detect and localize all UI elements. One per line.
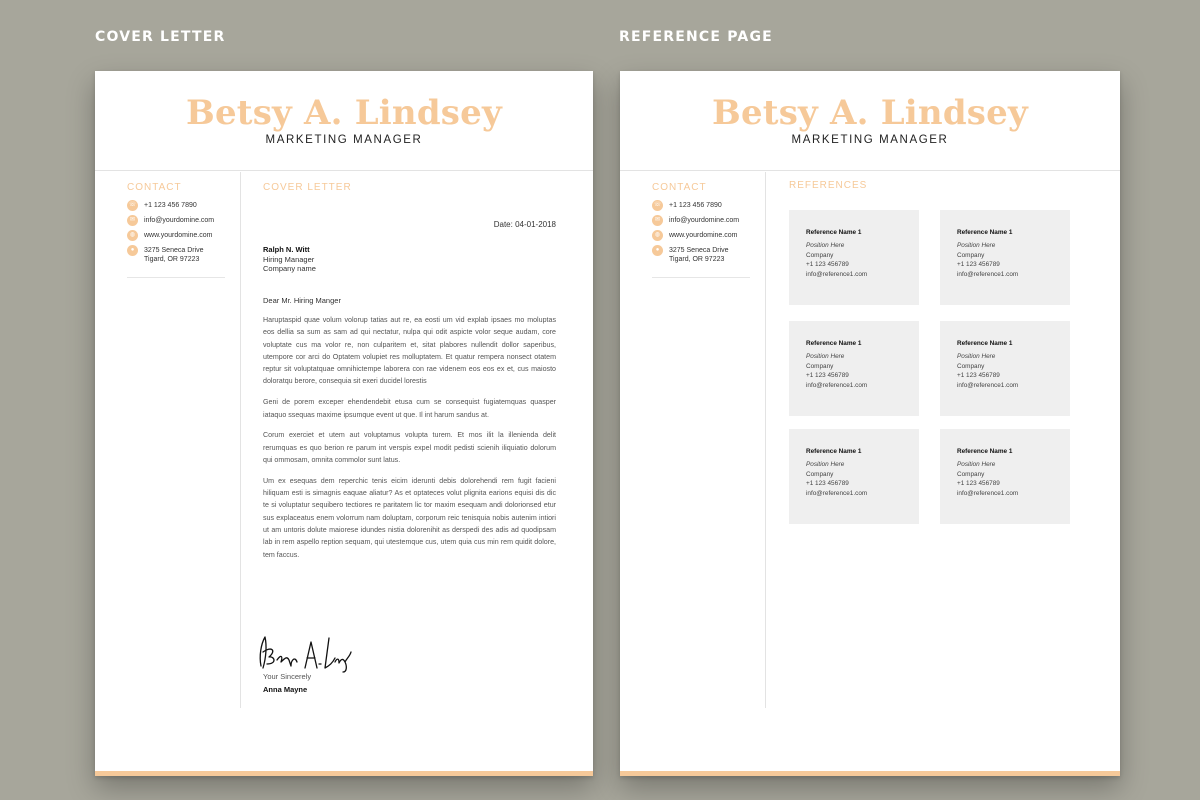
globe-icon: ◍ xyxy=(127,230,138,241)
salutation: Dear Mr. Hiring Manger xyxy=(263,296,341,305)
address-line-1: 3275 Seneca Drive xyxy=(669,247,729,254)
reference-phone: +1 123 456789 xyxy=(957,261,1000,269)
candidate-name: Betsy A. Lindsey xyxy=(712,93,1028,133)
reference-email: info@reference1.com xyxy=(957,270,1019,278)
contact-website xyxy=(652,231,750,241)
reference-position: Position Here xyxy=(806,353,845,361)
reference-email: info@reference1.com xyxy=(806,270,868,278)
contact-heading: CONTACT xyxy=(652,182,707,193)
reference-email: info@reference1.com xyxy=(957,381,1019,389)
address-line-1: 3275 Seneca Drive xyxy=(144,247,204,254)
reference-position: Position Here xyxy=(806,242,845,250)
phone-icon: ☏ xyxy=(127,200,138,211)
candidate-role: MARKETING MANAGER xyxy=(265,134,423,146)
reference-email: info@reference1.com xyxy=(957,489,1019,497)
contact-divider xyxy=(652,277,750,278)
reference-card xyxy=(789,210,919,305)
candidate-role: MARKETING MANAGER xyxy=(791,134,949,146)
reference-phone: +1 123 456789 xyxy=(806,480,849,488)
contact-phone-text: +1 123 456 7890 xyxy=(669,202,722,209)
recipient-name: Ralph N. Witt xyxy=(263,245,310,254)
reference-section-label: REFERENCE PAGE xyxy=(619,29,773,45)
contact-heading: CONTACT xyxy=(127,182,182,193)
reference-card xyxy=(940,429,1070,524)
reference-company: Company xyxy=(806,251,834,259)
reference-name: Reference Name 1 xyxy=(957,448,1013,455)
phone-icon: ☏ xyxy=(652,200,663,211)
references-heading: REFERENCES xyxy=(789,180,868,191)
address-line-2: Tigard, OR 97223 xyxy=(144,256,200,263)
reference-name: Reference Name 1 xyxy=(806,340,862,347)
paragraph: Haruptaspid quae volum volorup tatias aut re, ea eosti um vid explab ipsaes mo moluptas eos dellia sa sum as sam ad qui nectatur, nulpa qui odit aspicte volor seque audam, core voluptate cus ma volor re, non culparitem et, sitat plabores nullendit dollor saperibus, utempore cor arci do Optatem volupiet res molluptatem. Et quatur rempera nonsect otatem reptur sit voluptatquae omnihictempe laborera con rae videnem eos eos ex et, cus maiosto doloratqu berore, consequia sit exeri ducidel lorestis xyxy=(263,316,556,386)
cover-letter-page xyxy=(95,71,593,776)
contact-email xyxy=(652,216,750,226)
paragraph: Um ex esequas dem reperchic tenis eicim iderunti debis dolorehendi rem fugit facieni hiliquam esti is simagnis eaquae aliatur? As et optateces volut plignita earions equisi dis dic te si voluptatur sequibero tectiores re paritatem lic tor maxim esequam andi dolorionsed etur sus explaceatus enem volorrum nam doluptam, corporum reic tenisquia nobis autenim intiori ut am untoris dolute maiorese idundes nistia dolorenihit as derspedi des adis ad quodipsam lab in rem aspello reption sequam, qui utestemque cus, utem quia cus min rem quidit dolore, tem faccus. xyxy=(263,476,556,559)
contact-phone-text: +1 123 456 7890 xyxy=(144,202,197,209)
reference-company: Company xyxy=(806,470,834,478)
contact-website xyxy=(127,231,225,241)
reference-phone: +1 123 456789 xyxy=(957,372,1000,380)
sidebar-divider xyxy=(765,172,766,708)
contact-website-text: www.yourdomine.com xyxy=(669,232,738,239)
contact-divider xyxy=(127,277,225,278)
reference-position: Position Here xyxy=(957,353,996,361)
reference-name: Reference Name 1 xyxy=(806,448,862,455)
recipient-role: Hiring Manager xyxy=(263,254,315,264)
reference-name: Reference Name 1 xyxy=(957,229,1013,236)
contact-email xyxy=(127,216,225,226)
cover-letter-heading: COVER LETTER xyxy=(263,182,352,193)
cover-section-label: COVER LETTER xyxy=(95,29,226,45)
globe-icon: ◍ xyxy=(652,230,663,241)
page-header xyxy=(95,71,593,171)
reference-card xyxy=(789,321,919,416)
recipient-block xyxy=(263,245,316,274)
contact-phone xyxy=(652,201,750,211)
reference-phone: +1 123 456789 xyxy=(806,372,849,380)
sidebar-divider xyxy=(240,172,241,708)
location-icon: ● xyxy=(652,245,663,256)
reference-position: Position Here xyxy=(957,242,996,250)
location-icon: ● xyxy=(127,245,138,256)
contact-address-text xyxy=(669,246,729,264)
address-line-2: Tigard, OR 97223 xyxy=(669,256,725,263)
contact-address-text xyxy=(144,246,204,264)
letter-date: Date: 04-01-2018 xyxy=(493,220,556,229)
contact-phone xyxy=(127,201,225,211)
contact-list xyxy=(127,201,225,269)
contact-list xyxy=(652,201,750,269)
contact-email-text: info@yourdomine.com xyxy=(144,217,215,224)
reference-company: Company xyxy=(957,470,985,478)
candidate-name: Betsy A. Lindsey xyxy=(186,93,502,133)
reference-company: Company xyxy=(957,251,985,259)
letter-body xyxy=(263,314,556,569)
contact-address xyxy=(652,246,750,264)
reference-card xyxy=(940,210,1070,305)
reference-company: Company xyxy=(957,362,985,370)
reference-company: Company xyxy=(806,362,834,370)
page-header xyxy=(620,71,1120,171)
reference-position: Position Here xyxy=(957,461,996,469)
email-icon: ✉ xyxy=(127,215,138,226)
reference-phone: +1 123 456789 xyxy=(957,480,1000,488)
reference-card xyxy=(789,429,919,524)
reference-page xyxy=(620,71,1120,776)
reference-position: Position Here xyxy=(806,461,845,469)
handwritten-signature xyxy=(255,632,355,674)
recipient-company: Company name xyxy=(263,264,316,273)
reference-name: Reference Name 1 xyxy=(806,229,862,236)
email-icon: ✉ xyxy=(652,215,663,226)
reference-email: info@reference1.com xyxy=(806,489,868,497)
reference-phone: +1 123 456789 xyxy=(806,261,849,269)
paragraph: Corum exerciet et utem aut voluptamus volupta turem. Et mos ilit la illenienda delit rerumquas es quo berion re parum int verspis expel modit pedisti scienih iliquiatio dolorum qui ommosam, omnita commolor sunt latus. xyxy=(263,431,556,464)
contact-email-text: info@yourdomine.com xyxy=(669,217,740,224)
reference-card xyxy=(940,321,1070,416)
signer-name: Anna Mayne xyxy=(263,685,308,694)
paragraph: Geni de porem exceper ehendendebit etusa cum se consequist fugiatemquas quasper iataquo ssequas maxime ipsumque event ut que. Il int harum sandus at. xyxy=(263,398,556,419)
reference-email: info@reference1.com xyxy=(806,381,868,389)
contact-address xyxy=(127,246,225,264)
reference-name: Reference Name 1 xyxy=(957,340,1013,347)
contact-website-text: www.yourdomine.com xyxy=(144,232,213,239)
closing-text: Your Sincerely xyxy=(263,672,312,681)
